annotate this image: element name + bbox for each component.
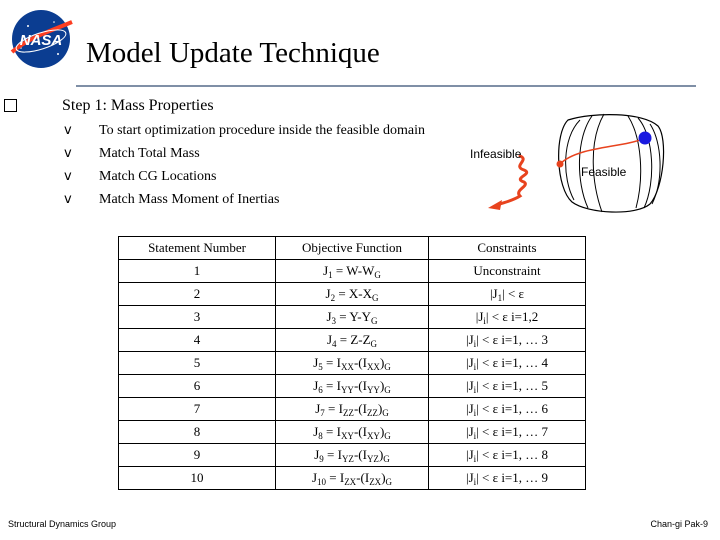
- statement-number-cell: 6: [119, 375, 276, 398]
- table-row: [119, 352, 586, 375]
- objective-function-cell: $J_{10} = I_{ZX}-(I_{ZX})_G$: [276, 467, 429, 490]
- constraint-cell: $|J_i| < \varepsilon$ i=1, … 7: [429, 421, 586, 444]
- objective-function-cell: $J_5 = I_{XX}-(I_{XX})_G$: [276, 352, 429, 375]
- constraint-cell: $|J_i| < \varepsilon$ i=1, … 9: [429, 467, 586, 490]
- table-row: [119, 467, 586, 490]
- constraint-cell: $|J_i| < \varepsilon$ i=1, … 6: [429, 398, 586, 421]
- constraint-cell: $|J_1| < \varepsilon$: [429, 283, 586, 306]
- feasible-domain-diagram: [468, 108, 708, 220]
- path-arrowhead: [488, 200, 502, 210]
- table-row: [119, 329, 586, 352]
- table-row: [119, 306, 586, 329]
- statement-number-cell: 10: [119, 467, 276, 490]
- objective-function-cell: $J_3 = Y-Y_G$: [276, 306, 429, 329]
- table-row: [119, 444, 586, 467]
- constraint-cell: $|J_i| < \varepsilon$ i=1, … 3: [429, 329, 586, 352]
- constraint-cell: $|J_i| < \varepsilon$ i=1, … 5: [429, 375, 586, 398]
- objective-function-cell: $J_6 = I_{YY}-(I_{YY})_G$: [276, 375, 429, 398]
- path-node: [557, 161, 564, 168]
- statement-number-cell: 1: [119, 260, 276, 283]
- sub-point-text: To start optimization procedure inside the feasible domain: [99, 123, 425, 138]
- statement-number-cell: 9: [119, 444, 276, 467]
- logo-text: NASA: [19, 32, 63, 49]
- page-title: Model Update Technique: [86, 37, 380, 69]
- constraint-cell: $|J_i| < \varepsilon$ i=1,2: [429, 306, 586, 329]
- start-point-marker: [639, 132, 652, 145]
- diamond-bullet-icon: v: [64, 146, 72, 161]
- objective-function-cell: $J_1 = W-W_G$: [276, 260, 429, 283]
- objective-function-cell: $J_9 = I_{YZ}-(I_{YZ})_G$: [276, 444, 429, 467]
- table-header-row: [119, 237, 586, 260]
- sub-point-text: Match Total Mass: [99, 146, 200, 161]
- column-header: Constraints: [429, 237, 586, 260]
- objective-function-cell: $J_8 = I_{XY}-(I_{XY})_G$: [276, 421, 429, 444]
- main-point: Step 1: Mass Properties: [62, 97, 214, 114]
- footer-group: Structural Dynamics Group: [8, 519, 117, 529]
- objective-function-cell: $J_2 = X-X_G$: [276, 283, 429, 306]
- statement-number-cell: 8: [119, 421, 276, 444]
- table-row: [119, 260, 586, 283]
- feasible-label: Feasible: [581, 165, 627, 179]
- title-divider: [76, 85, 696, 87]
- sub-point-text: Match Mass Moment of Inertias: [99, 192, 280, 207]
- statement-number-cell: 4: [119, 329, 276, 352]
- constraint-cell: $|J_i| < \varepsilon$ i=1, … 4: [429, 352, 586, 375]
- nasa-logo: [6, 8, 76, 70]
- table-row: [119, 421, 586, 444]
- constraint-cell: $|J_i| < \varepsilon$ i=1, … 8: [429, 444, 586, 467]
- column-header: Statement Number: [119, 237, 276, 260]
- table-body: [119, 260, 586, 490]
- statement-number-cell: 5: [119, 352, 276, 375]
- diamond-bullet-icon: v: [64, 169, 72, 184]
- optimization-path: [500, 156, 527, 204]
- infeasible-label: Infeasible: [470, 147, 522, 161]
- diamond-bullet-icon: v: [64, 192, 72, 207]
- objective-function-cell: $J_7 = I_{ZZ}-(I_{ZZ})_G$: [276, 398, 429, 421]
- statement-number-cell: 3: [119, 306, 276, 329]
- column-header: Objective Function: [276, 237, 429, 260]
- square-bullet-icon: [4, 99, 17, 112]
- objective-function-cell: $J_4 = Z-Z_G$: [276, 329, 429, 352]
- arrow-path: [560, 138, 645, 164]
- diamond-bullet-icon: v: [64, 123, 72, 138]
- footer-page: Chan-gi Pak-9: [650, 519, 708, 529]
- constraint-cell: Unconstraint: [429, 260, 586, 283]
- objective-table: [118, 236, 586, 490]
- table-row: [119, 398, 586, 421]
- sub-point-text: Match CG Locations: [99, 169, 217, 184]
- table-row: [119, 283, 586, 306]
- statement-number-cell: 2: [119, 283, 276, 306]
- statement-number-cell: 7: [119, 398, 276, 421]
- table-row: [119, 375, 586, 398]
